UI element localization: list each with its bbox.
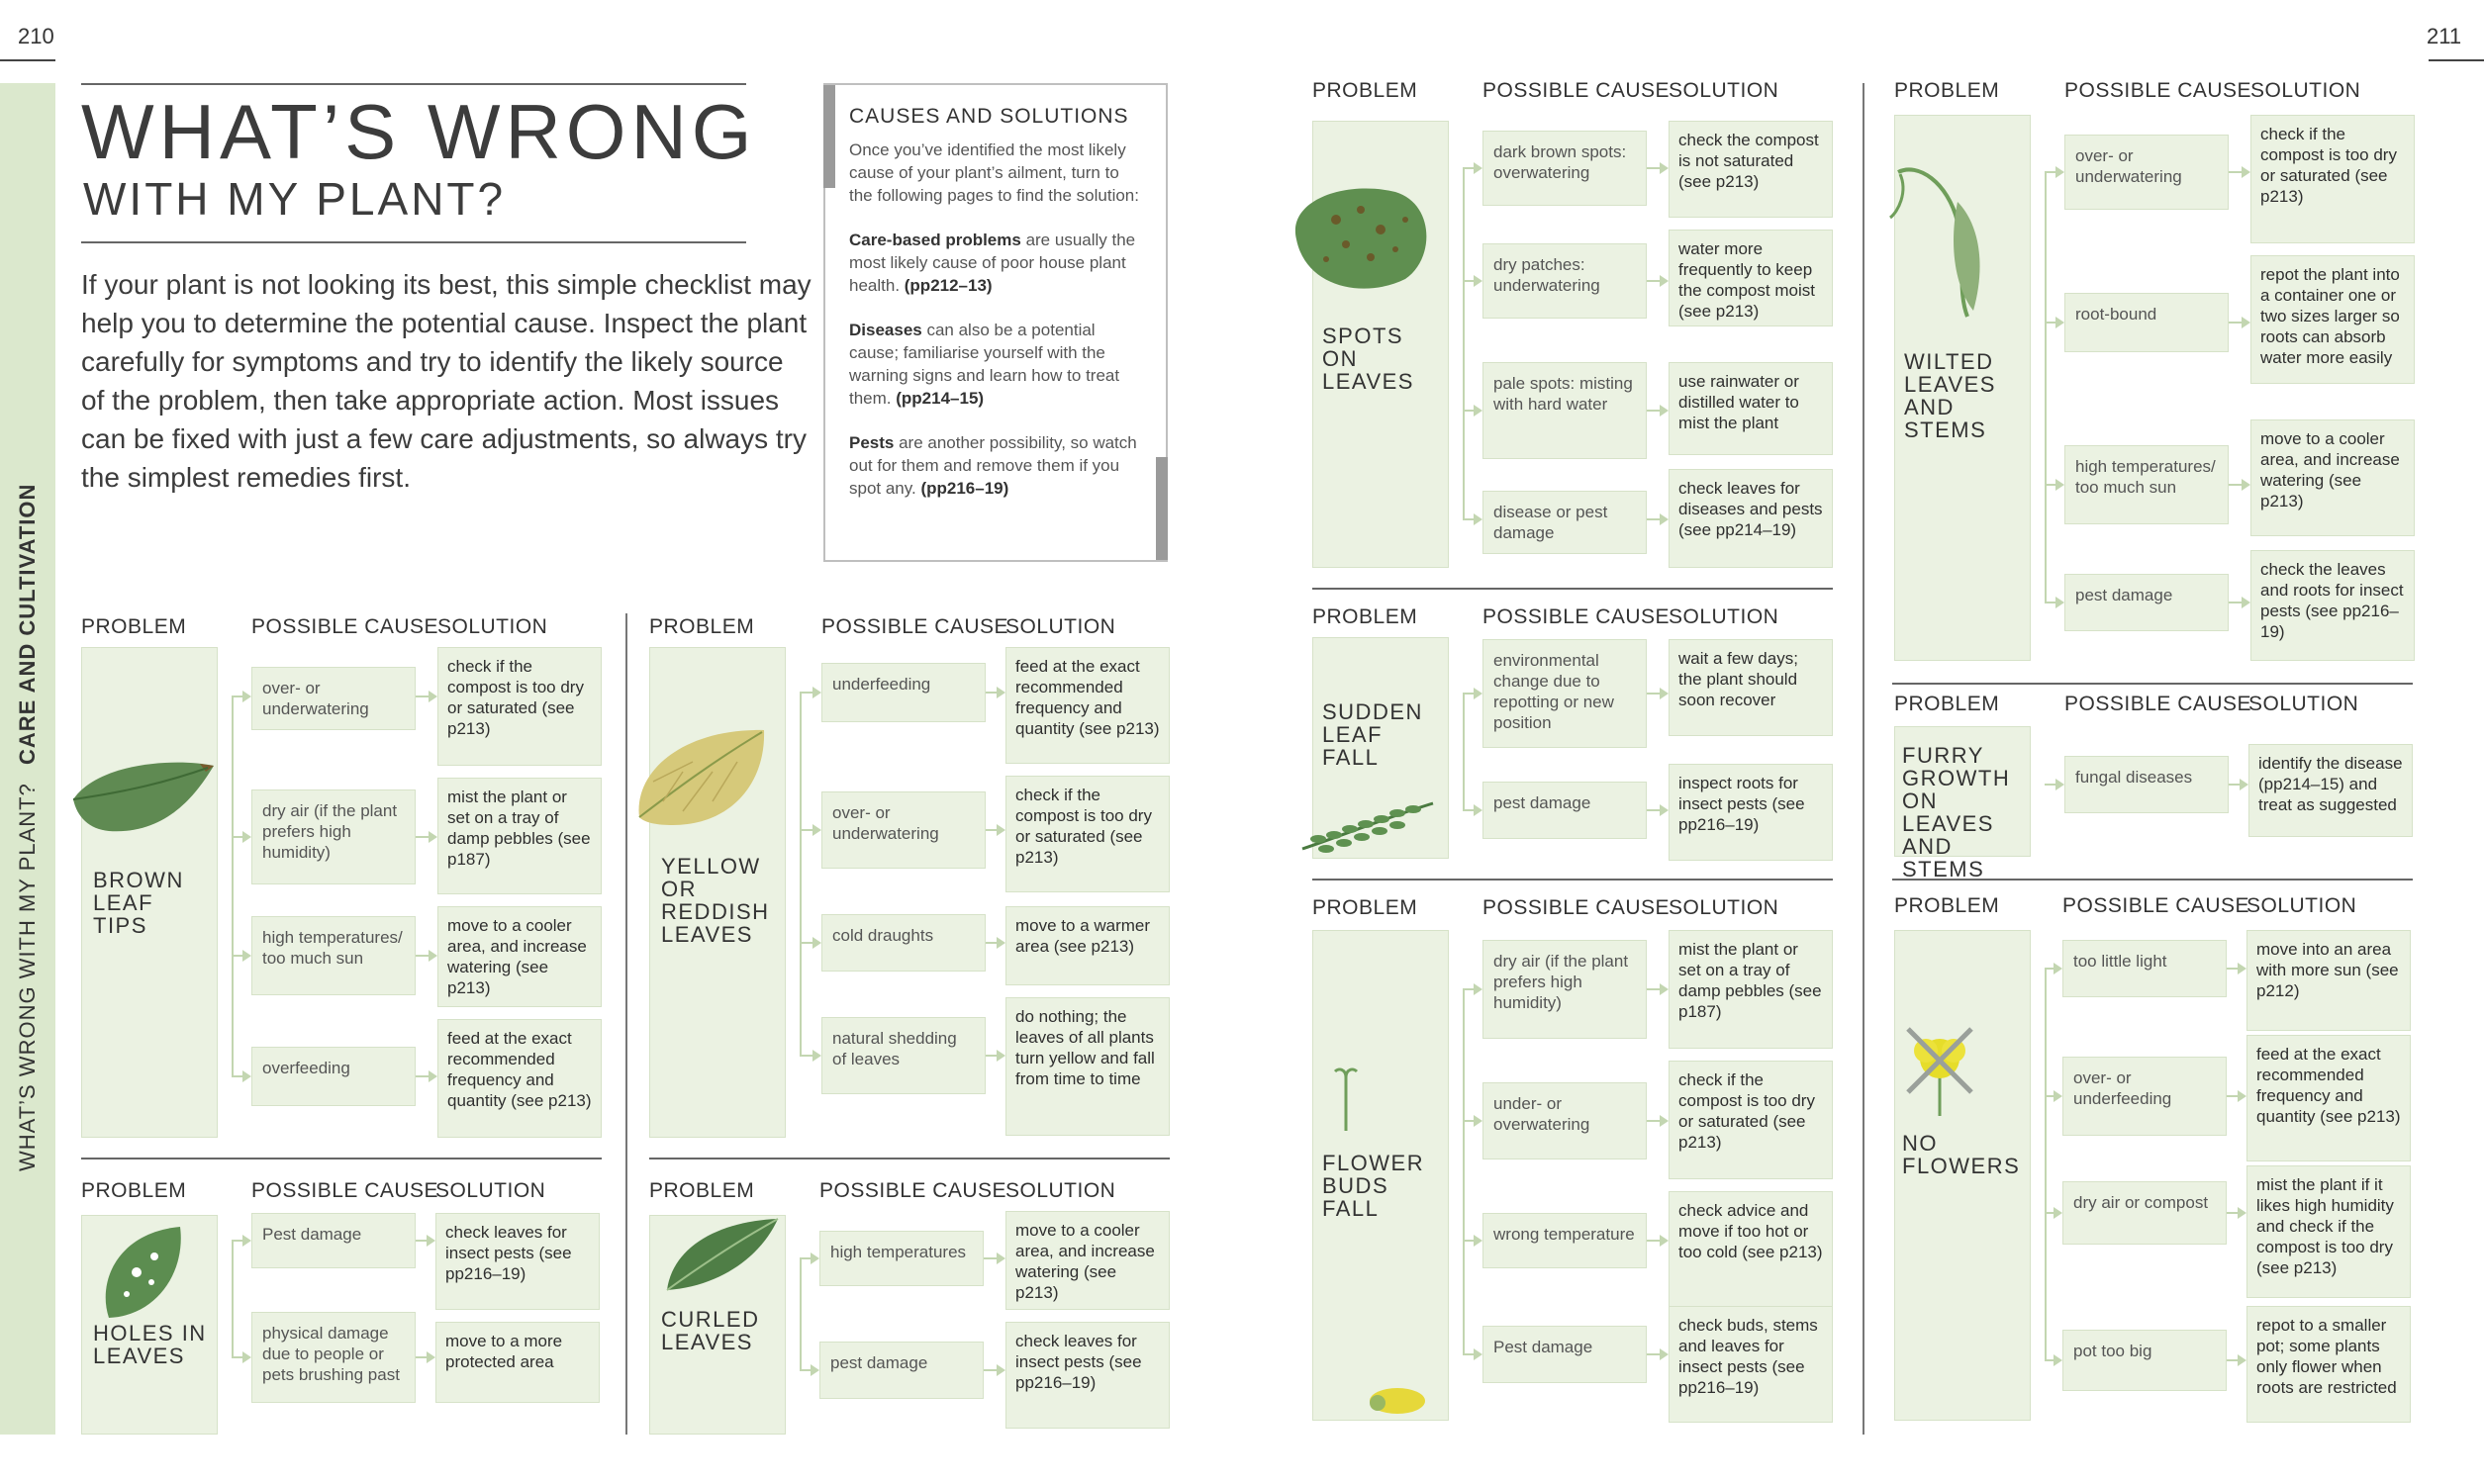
header-possible-cause: POSSIBLE CAUSE: [251, 1179, 439, 1202]
connector-arrow: [1660, 1115, 1669, 1127]
spotted-leaf-illustration: [1287, 180, 1431, 295]
problem-label-brown: BROWN LEAF TIPS: [93, 868, 184, 938]
title-rule-bottom: [81, 241, 746, 243]
connector-branch: [232, 955, 242, 957]
connector-arrow: [997, 937, 1005, 949]
problem-label-holes: HOLES IN LEAVES: [93, 1321, 207, 1368]
connector-cause-solution: [2229, 171, 2242, 173]
side-running-head: [0, 83, 55, 1171]
connector-cause-solution: [1647, 988, 1660, 990]
header-problem: PROBLEM: [1894, 693, 2000, 715]
connector-cause-solution: [1647, 280, 1660, 282]
rule-brown-holes: [81, 1158, 602, 1159]
box-care-paragraph: Care-based problems are usually the most likely cause of poor house plant health. (pp212–13): [849, 231, 1136, 295]
connector-arrow: [429, 1070, 437, 1082]
connector-cause-solution: [1647, 1240, 1660, 1242]
connector-arrow: [2242, 166, 2250, 178]
connector-branch: [800, 1257, 811, 1259]
connector-cause-solution: [416, 1240, 427, 1242]
cause-cell-yellow: underfeeding: [821, 663, 986, 722]
connector-cause-solution: [1647, 410, 1660, 412]
connector-arrow: [997, 687, 1005, 698]
connector-arrow: [1474, 804, 1482, 816]
header-problem: PROBLEM: [81, 1179, 187, 1202]
header-problem: PROBLEM: [1312, 79, 1418, 102]
connector-arrow: [2055, 317, 2064, 328]
connector-arrow: [2238, 1090, 2246, 1102]
rule-spots-sudden: [1312, 588, 1833, 590]
page-number-rule-left: [0, 59, 55, 61]
cause-cell-wilted: root-bound: [2064, 293, 2229, 352]
connector-arrow: [1474, 405, 1482, 417]
connector-arrow: [2055, 479, 2064, 491]
connector-arrow: [997, 1364, 1005, 1376]
problem-label-spots: SPOTS ON LEAVES: [1322, 324, 1414, 394]
rule-wilted-furry: [1892, 683, 2413, 685]
header-possible-cause: POSSIBLE CAUSE: [2064, 79, 2252, 102]
connector-cause-solution: [416, 836, 429, 838]
yellow-leaf-illustration: [633, 722, 772, 831]
title-rule-top: [81, 83, 746, 85]
solution-cell-spots: check the compost is not saturated (see p213): [1669, 121, 1833, 218]
connector-cause-solution: [984, 1257, 997, 1259]
problem-label-sudden: SUDDEN LEAF FALL: [1322, 699, 1423, 770]
solution-cell-brown: mist the plant or set on a tray of damp pebbles (see p187): [437, 778, 602, 894]
cause-cell-holes: Pest damage: [251, 1213, 416, 1268]
cause-cell-curled: pest damage: [819, 1342, 984, 1399]
connector-arrow: [2242, 317, 2250, 328]
solution-cell-yellow: do nothing; the leaves of all plants turn yellow and fall from time to time: [1005, 997, 1170, 1136]
solution-cell-sudden: inspect roots for insect pests (see pp216–19): [1669, 764, 1833, 861]
connector-branch: [800, 1369, 811, 1371]
connector-trunk: [232, 1241, 234, 1357]
side-chapter-label: CARE AND CULTIVATION: [15, 483, 40, 766]
connector-cause-solution: [2229, 602, 2242, 603]
solution-cell-curled: move to a cooler area, and increase watering (see p213): [1005, 1211, 1170, 1310]
solution-cell-furry: identify the disease (pp214–15) and treat as suggested: [2248, 744, 2413, 837]
solution-cell-holes: move to a more protected area: [435, 1322, 600, 1403]
solution-cell-yellow: feed at the exact recommended frequency and quantity (see p213): [1005, 647, 1170, 764]
connector-arrow: [1660, 983, 1669, 995]
connector-branch: [2045, 968, 2054, 970]
cause-cell-spots: pale spots: misting with hard water: [1482, 362, 1647, 459]
page-number-left: 210: [18, 24, 54, 48]
connector-branch: [232, 696, 242, 697]
connector-arrow: [427, 1351, 435, 1363]
box-intro: Once you’ve identified the most likely cause of your plant’s ailment, turn to the following pages to find the solution:: [849, 140, 1139, 205]
connector-arrow: [1474, 983, 1482, 995]
sudden-leaf-fall-illustration: [1298, 797, 1437, 857]
connector-arrow: [2242, 597, 2250, 608]
box-pest-paragraph: Pests are another possibility, so watch out for them and remove them if you spot any. (pp216–19): [849, 433, 1137, 498]
solution-cell-wilted: move to a cooler area, and increase watering (see p213): [2250, 419, 2415, 536]
connector-branch: [2045, 171, 2055, 173]
connector-arrow: [1660, 405, 1669, 417]
connector-cause-solution: [986, 1055, 997, 1057]
problem-label-wilted: WILTED LEAVES AND STEMS: [1904, 349, 1996, 442]
connector-arrow: [2240, 779, 2248, 790]
connector-arrow: [2238, 1207, 2246, 1219]
cause-cell-yellow: over- or underwatering: [821, 791, 986, 869]
header-problem: PROBLEM: [1312, 896, 1418, 919]
rule-yellow-curled: [649, 1158, 1170, 1159]
connector-arrow: [2054, 1090, 2062, 1102]
cause-cell-brown: dry air (if the plant prefers high humidity): [251, 789, 416, 884]
connector-trunk: [232, 696, 234, 1076]
connector-arrow: [1660, 804, 1669, 816]
cause-cell-brown: over- or underwatering: [251, 667, 416, 730]
connector-arrow: [1474, 513, 1482, 525]
connector-branch: [800, 829, 812, 831]
header-possible-cause: POSSIBLE CAUSE: [821, 615, 1009, 638]
connector-cause-solution: [1647, 1353, 1660, 1355]
connector-arrow: [2055, 166, 2064, 178]
connector-cause-solution: [416, 696, 429, 697]
connector-cause-solution: [2229, 322, 2242, 324]
connector-branch: [1463, 1353, 1474, 1355]
connector-cause-solution: [2227, 1095, 2238, 1097]
connector-arrow: [1660, 1348, 1669, 1360]
connector-cause-solution: [416, 1075, 429, 1077]
connector-branch: [800, 1055, 812, 1057]
header-problem: PROBLEM: [649, 615, 755, 638]
connector-cause-solution: [1647, 809, 1660, 811]
solution-cell-noflowers: mist the plant if it likes high humidity and check if the compost is too dry (see p213): [2246, 1165, 2411, 1298]
connector-cause-solution: [2227, 1212, 2238, 1214]
connector-cause-solution: [986, 829, 997, 831]
connector-branch: [1463, 1240, 1474, 1242]
cause-cell-furry: fungal diseases: [2064, 756, 2229, 813]
connector-trunk: [1463, 694, 1465, 810]
cause-cell-noflowers: pot too big: [2062, 1330, 2227, 1391]
connector-arrow: [2055, 597, 2064, 608]
connector-cause-solution: [2227, 968, 2238, 970]
connector-arrow: [427, 1235, 435, 1247]
connector-arrow: [242, 1351, 251, 1363]
page-title: WHAT’S WRONG: [81, 88, 757, 175]
connector-arrow: [811, 1252, 819, 1264]
solution-cell-wilted: repot the plant into a container one or two sizes larger so roots can absorb water more easily: [2250, 255, 2415, 384]
cause-cell-sudden: environmental change due to repotting or new position: [1482, 639, 1647, 748]
solution-cell-sudden: wait a few days; the plant should soon recover: [1669, 639, 1833, 736]
connector-cause-solution: [986, 942, 997, 944]
flower-stem-illustration: [1331, 1064, 1361, 1133]
connector-arrow: [2055, 779, 2064, 790]
connector-branch: [2045, 784, 2055, 786]
connector-cause-solution: [2227, 1359, 2238, 1361]
solution-cell-wilted: check if the compost is too dry or saturated (see p213): [2250, 115, 2415, 243]
cause-cell-spots: disease or pest damage: [1482, 491, 1647, 554]
connector-arrow: [2242, 479, 2250, 491]
wilted-stem-illustration: [1888, 162, 1997, 321]
solution-cell-brown: feed at the exact recommended frequency and quantity (see p213): [437, 1019, 602, 1138]
connector-trunk: [2045, 969, 2047, 1360]
connector-trunk: [1463, 168, 1465, 519]
connector-arrow: [997, 1050, 1005, 1062]
connector-arrow: [812, 937, 821, 949]
problem-label-yellow: YELLOW OR REDDISH LEAVES: [661, 854, 770, 947]
page-subtitle: WITH MY PLANT?: [83, 173, 507, 225]
connector-branch: [1463, 167, 1474, 169]
cause-cell-holes: physical damage due to people or pets brushing past: [251, 1312, 416, 1403]
solution-cell-holes: check leaves for insect pests (see pp216–19): [435, 1213, 600, 1310]
connector-branch: [1463, 1120, 1474, 1122]
header-solution: SOLUTION: [1669, 605, 1779, 628]
header-solution: SOLUTION: [1669, 896, 1779, 919]
solution-cell-noflowers: feed at the exact recommended frequency and quantity (see p213): [2246, 1035, 2411, 1161]
connector-arrow: [242, 1070, 251, 1082]
solution-cell-spots: water more frequently to keep the compost moist (see p213): [1669, 230, 1833, 326]
solution-cell-brown: move to a cooler area, and increase watering (see p213): [437, 906, 602, 1007]
connector-branch: [232, 836, 242, 838]
solution-cell-spots: use rainwater or distilled water to mist the plant: [1669, 362, 1833, 455]
solution-cell-buds: check buds, stems and leaves for insect pests (see pp216–19): [1669, 1306, 1833, 1423]
connector-branch: [1463, 518, 1474, 520]
header-problem: PROBLEM: [649, 1179, 755, 1202]
vrule-right-page: [1863, 83, 1864, 1435]
cause-cell-yellow: natural shedding of leaves: [821, 1017, 986, 1094]
connector-arrow: [1474, 275, 1482, 287]
cause-cell-wilted: over- or underwatering: [2064, 135, 2229, 210]
problem-label-furry: FURRY GROWTH ON LEAVES AND STEMS: [1902, 743, 2011, 881]
problem-label-curled: CURLED LEAVES: [661, 1307, 760, 1354]
box-disease-paragraph: Diseases can also be a potential cause; familiarise yourself with the warning signs and learn how to treat them. (pp214–15): [849, 321, 1120, 408]
connector-arrow: [1660, 162, 1669, 174]
cause-cell-noflowers: too little light: [2062, 940, 2227, 997]
connector-cause-solution: [1647, 518, 1660, 520]
header-solution: SOLUTION: [1005, 1179, 1116, 1202]
solution-cell-yellow: move to a warmer area (see p213): [1005, 906, 1170, 985]
connector-arrow: [2238, 963, 2246, 974]
solution-cell-curled: check leaves for insect pests (see pp216–19): [1005, 1322, 1170, 1429]
connector-arrow: [1660, 513, 1669, 525]
page-number-right: 211: [2427, 24, 2462, 48]
connector-arrow: [429, 691, 437, 702]
connector-cause-solution: [1647, 693, 1660, 695]
connector-cause-solution: [1647, 167, 1660, 169]
cause-cell-yellow: cold draughts: [821, 914, 986, 972]
connector-arrow: [997, 824, 1005, 836]
header-possible-cause: POSSIBLE CAUSE: [1482, 896, 1671, 919]
connector-trunk: [2045, 172, 2047, 603]
solution-cell-spots: check leaves for diseases and pests (see pp214–19): [1669, 469, 1833, 568]
cause-cell-brown: high temperatures/ too much sun: [251, 916, 416, 995]
connector-branch: [1463, 693, 1474, 695]
box-heading: CAUSES AND SOLUTIONS: [849, 105, 1129, 128]
connector-branch: [2045, 1359, 2054, 1361]
cause-cell-buds: under- or overwatering: [1482, 1082, 1647, 1159]
header-problem: PROBLEM: [1894, 894, 2000, 917]
connector-arrow: [1660, 275, 1669, 287]
connector-arrow: [997, 1252, 1005, 1264]
header-possible-cause: POSSIBLE CAUSE: [251, 615, 439, 638]
connector-branch: [2045, 602, 2055, 603]
cause-cell-sudden: pest damage: [1482, 782, 1647, 839]
connector-branch: [800, 692, 812, 694]
connector-branch: [232, 1075, 242, 1077]
connector-branch: [1463, 988, 1474, 990]
connector-arrow: [2238, 1354, 2246, 1366]
brown-leaf-illustration: [69, 752, 218, 841]
vrule-left-page: [625, 613, 627, 1435]
problem-label-buds: FLOWER BUDS FALL: [1322, 1151, 1425, 1221]
connector-arrow: [242, 691, 251, 702]
connector-trunk: [1463, 989, 1465, 1354]
connector-branch: [2045, 322, 2055, 324]
header-solution: SOLUTION: [2248, 693, 2359, 715]
side-section-label: WHAT’S WRONG WITH MY PLANT?: [15, 783, 40, 1171]
connector-arrow: [429, 950, 437, 962]
connector-branch: [1463, 410, 1474, 412]
cause-cell-brown: overfeeding: [251, 1047, 416, 1106]
solution-cell-buds: check if the compost is too dry or saturated (see p213): [1669, 1061, 1833, 1179]
connector-trunk: [800, 1258, 802, 1370]
cause-cell-buds: Pest damage: [1482, 1326, 1647, 1383]
connector-arrow: [1474, 1348, 1482, 1360]
connector-branch: [2045, 484, 2055, 486]
box-accent-top: [823, 85, 835, 188]
header-possible-cause: POSSIBLE CAUSE: [1482, 605, 1671, 628]
connector-branch: [232, 1240, 242, 1242]
connector-arrow: [1474, 1115, 1482, 1127]
problem-label-noflowers: NO FLOWERS: [1902, 1131, 2021, 1178]
solution-cell-noflowers: move into an area with more sun (see p212): [2246, 930, 2411, 1031]
connector-cause-solution: [1647, 1120, 1660, 1122]
header-solution: SOLUTION: [2250, 79, 2361, 102]
header-possible-cause: POSSIBLE CAUSE: [2062, 894, 2250, 917]
page-number-rule-right: [2429, 59, 2484, 61]
connector-arrow: [242, 831, 251, 843]
fallen-bud-illustration: [1366, 1383, 1429, 1417]
solution-cell-yellow: check if the compost is too dry or saturated (see p213): [1005, 776, 1170, 892]
connector-arrow: [812, 687, 821, 698]
connector-cause-solution: [2229, 484, 2242, 486]
connector-branch: [2045, 1212, 2054, 1214]
solution-cell-buds: mist the plant or set on a tray of damp pebbles (see p187): [1669, 930, 1833, 1049]
header-possible-cause: POSSIBLE CAUSE: [819, 1179, 1007, 1202]
connector-arrow: [1474, 1235, 1482, 1247]
connector-arrow: [812, 1050, 821, 1062]
connector-arrow: [2054, 963, 2062, 974]
connector-arrow: [2054, 1354, 2062, 1366]
header-solution: SOLUTION: [2246, 894, 2357, 917]
cause-cell-noflowers: dry air or compost: [2062, 1181, 2227, 1245]
connector-branch: [1463, 280, 1474, 282]
cause-cell-buds: dry air (if the plant prefers high humidity): [1482, 940, 1647, 1039]
header-solution: SOLUTION: [437, 615, 548, 638]
header-problem: PROBLEM: [1894, 79, 2000, 102]
box-accent-bottom: [1156, 457, 1168, 560]
connector-arrow: [1474, 162, 1482, 174]
header-solution: SOLUTION: [1005, 615, 1116, 638]
holes-leaf-illustration: [97, 1223, 186, 1322]
solution-cell-wilted: check the leaves and roots for insect pests (see pp216–19): [2250, 550, 2415, 661]
cause-cell-spots: dark brown spots: overwatering: [1482, 131, 1647, 206]
header-possible-cause: POSSIBLE CAUSE: [2064, 693, 2252, 715]
connector-cause-solution: [984, 1369, 997, 1371]
cause-cell-curled: high temperatures: [819, 1231, 984, 1286]
curled-leaf-illustration: [663, 1215, 782, 1294]
cause-cell-spots: dry patches: underwatering: [1482, 243, 1647, 319]
no-flowers-illustration: [1902, 1023, 1977, 1118]
connector-arrow: [812, 824, 821, 836]
rule-sudden-buds: [1312, 879, 1833, 881]
causes-solutions-box: [823, 83, 1168, 562]
connector-arrow: [242, 1235, 251, 1247]
connector-cause-solution: [2229, 784, 2240, 786]
solution-cell-brown: check if the compost is too dry or saturated (see p213): [437, 647, 602, 766]
connector-branch: [1463, 809, 1474, 811]
cause-cell-buds: wrong temperature: [1482, 1213, 1647, 1268]
cause-cell-wilted: pest damage: [2064, 574, 2229, 631]
connector-arrow: [2054, 1207, 2062, 1219]
header-possible-cause: POSSIBLE CAUSE: [1482, 79, 1671, 102]
connector-arrow: [1660, 688, 1669, 699]
connector-cause-solution: [416, 955, 429, 957]
cause-cell-wilted: high temperatures/ too much sun: [2064, 445, 2229, 524]
connector-branch: [800, 942, 812, 944]
connector-arrow: [1474, 688, 1482, 699]
connector-cause-solution: [416, 1356, 427, 1358]
header-problem: PROBLEM: [1312, 605, 1418, 628]
connector-arrow: [429, 831, 437, 843]
header-solution: SOLUTION: [435, 1179, 546, 1202]
intro-paragraph: If your plant is not looking its best, this simple checklist may help you to determine the potential cause. Inspect the plant carefully for symptoms and try to identify the likely source of the problem, then take appropriate action. Most issues can be fixed with just a few care adjustments, so always try the simplest remedies first.: [81, 269, 812, 493]
header-solution: SOLUTION: [1669, 79, 1779, 102]
header-problem: PROBLEM: [81, 615, 187, 638]
connector-arrow: [242, 950, 251, 962]
solution-cell-noflowers: repot to a smaller pot; some plants only flower when roots are restricted: [2246, 1306, 2411, 1423]
connector-trunk: [800, 693, 802, 1056]
solution-cell-buds: check advice and move if too hot or too cold (see p213): [1669, 1191, 1833, 1310]
connector-branch: [232, 1356, 242, 1358]
connector-arrow: [811, 1364, 819, 1376]
connector-branch: [2045, 1095, 2054, 1097]
connector-arrow: [1660, 1235, 1669, 1247]
cause-cell-noflowers: over- or underfeeding: [2062, 1057, 2227, 1136]
connector-cause-solution: [986, 692, 997, 694]
